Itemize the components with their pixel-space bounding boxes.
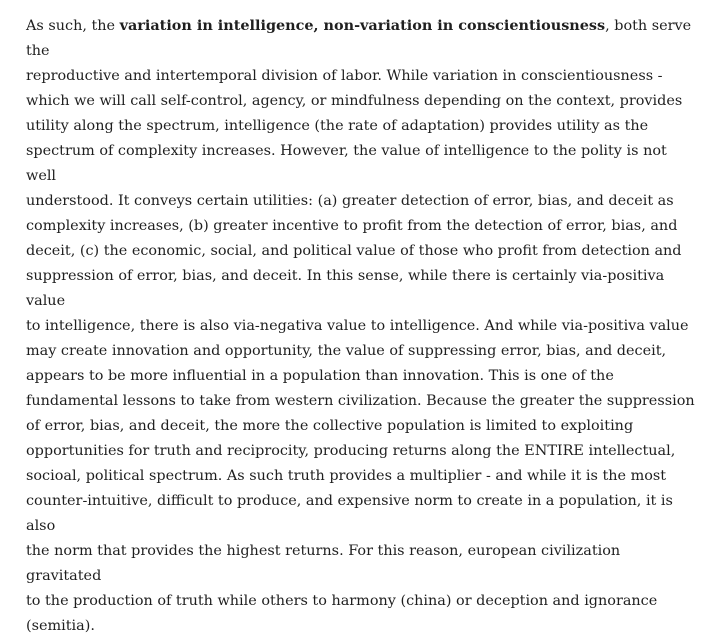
body-paragraph	[26, 13, 696, 639]
bold-phrase: variation in intelligence, non-variation in conscientiousness	[119, 17, 606, 34]
article-body	[26, 13, 696, 639]
paragraph-intro: As such, the	[26, 18, 120, 34]
paragraph-text: , both serve the reproductive and intertemporal division of labor. While variation in conscientiousness - which we will call self-control, agency, or mindfulness depending on the context, provides utility along the spectrum, intelligence (the rate of adaptation) provides utility as the spectrum of complexity increases. However, the value of intelligence to the polity is not well understood. It conveys certain utilities: (a) greater detection of error, bias, and deceit as complexity increases, (b) greater incentive to profit from the detection of error, bias, and deceit, (c) the economic, social, and political value of those who profit from detection and suppression of error, bias, and deceit. In this sense, while there is certainly via-positiva value to intelligence, there is also via-negativa value to intelligence. And while via-positiva value may create innovation and opportunity, the value of suppressing error, bias, and deceit, appears to be more influential in a population than innovation. This is one of the fundamental lessons to take from western civilization. Because the greater the suppression of error, bias, and deceit, the more the collective population is limited to exploiting opportunities for truth and reciprocity, producing returns along the ENTIRE intellectual, socioal, political spectrum. As such truth provides a multiplier - and while it is the most counter-intuitive, difficult to produce, and expensive norm to create in a population, it is also the norm that provides the highest returns. For this reason, european civilization gravitated to the production of truth while others to harmony (china) or deception and ignorance (semitia).	[26, 18, 695, 634]
